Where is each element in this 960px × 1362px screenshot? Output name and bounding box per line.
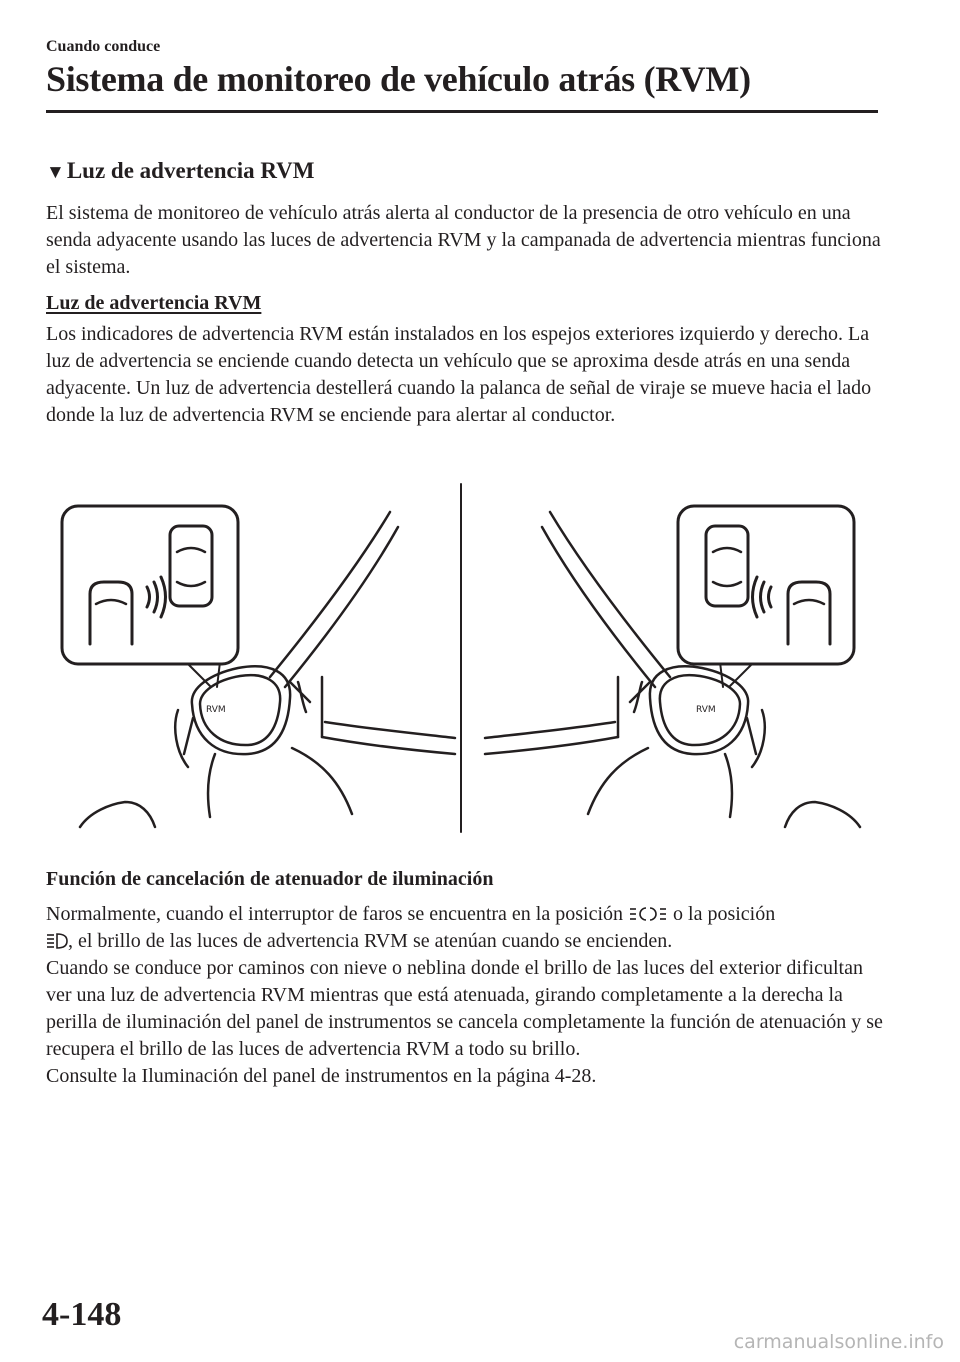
triangle-marker-icon: ▼ xyxy=(46,162,65,183)
dimmer-paragraph-3: Consulte la Iluminación del panel de instrumentos en la página 4-28. xyxy=(46,1065,597,1087)
section-heading-text: Luz de advertencia RVM xyxy=(66,158,315,183)
left-callout xyxy=(62,506,238,687)
dimmer-line1-b: o la posición xyxy=(673,903,776,925)
right-mirror-rvm-label: RVM xyxy=(696,705,716,715)
page-title: Sistema de monitoreo de vehículo atrás (RVM) xyxy=(46,59,751,99)
subheading: Luz de advertencia RVM xyxy=(46,292,262,314)
right-callout xyxy=(678,506,854,687)
dimmer-line1-a: Normalmente, cuando el interruptor de faros se encuentra en la posición xyxy=(46,903,624,925)
page-number: 4-148 xyxy=(42,1296,122,1333)
mirror-illustration xyxy=(60,482,880,834)
left-mirror-rvm-label: RVM xyxy=(206,705,226,715)
section-heading xyxy=(46,158,315,184)
dimmer-line2: , el brillo de las luces de advertencia RVM se atenúan cuando se encienden. xyxy=(68,930,673,952)
dimmer-paragraph-2: Cuando se conduce por caminos con nieve o neblina donde el brillo de las luces del exterior dificultan ver una luz de advertencia RVM mientras que está atenuada, girando completamente a la derecha la perilla de iluminación del panel de instrumentos se cancela completamente la función de atenuación y se recupera el brillo de las luces de advertencia RVM a todo su brillo. xyxy=(46,957,883,1060)
chapter-label: Cuando conduce xyxy=(46,38,161,55)
dimmer-heading: Función de cancelación de atenuador de iluminación xyxy=(46,868,494,890)
title-rule xyxy=(46,110,878,113)
headlight-icon xyxy=(46,932,68,950)
parking-lights-icon xyxy=(628,905,668,923)
watermark: carmanualsonline.info xyxy=(733,1331,944,1353)
intro-paragraph: El sistema de monitoreo de vehículo atrás alerta al conductor de la presencia de otro vehículo en una senda adyacente usando las luces de advertencia RVM y la campanada de advertencia mientras funciona el sistema. xyxy=(46,202,881,278)
dimmer-paragraph-1 xyxy=(46,901,886,1090)
left-mirror xyxy=(175,666,290,767)
body-paragraph: Los indicadores de advertencia RVM están instalados en los espejos exteriores izquierdo y derecho. La luz de advertencia se enciende cuando detecta un vehículo que se aproxima desde atrás en una senda adyacente. Un luz de advertencia destellerá cuando la palanca de señal de viraje se mueve hacia el lado donde la luz de advertencia RVM se enciende para alertar al conductor. xyxy=(46,323,872,426)
